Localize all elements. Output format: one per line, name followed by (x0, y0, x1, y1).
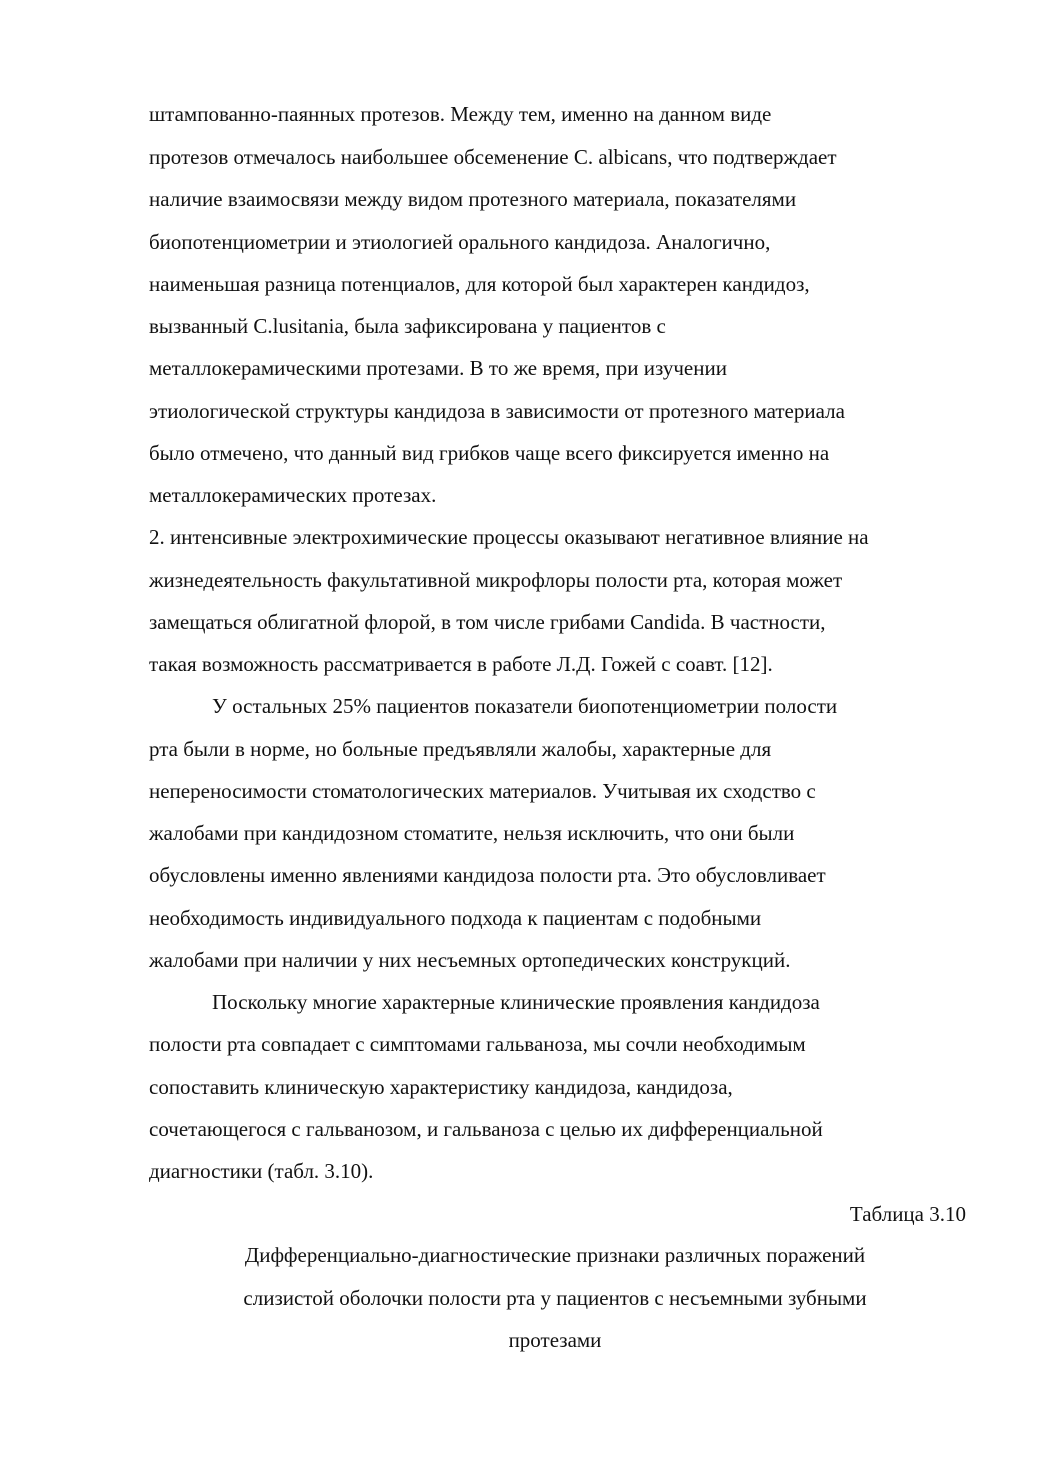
text-line: металлокерамических протезах. (149, 483, 437, 507)
table-label: Таблица 3.10 (849, 1202, 966, 1226)
text-line: рта были в норме, но больные предъявляли жалобы, характерные для (149, 737, 772, 761)
text-line: металлокерамическими протезами. В то же время, при изучении (149, 356, 727, 380)
text-line: жизнедеятельность факультативной микрофлоры полости рта, которая может (149, 568, 843, 592)
text-line: протезов отмечалось наибольшее обсеменение C. albicans, что подтверждает (149, 145, 837, 169)
text-line: вызванный C.lusitania, была зафиксирована у пациентов с (149, 314, 666, 338)
table-caption-line: Дифференциально-диагностические признаки различных поражений (244, 1243, 866, 1267)
text-line: штампованно-паянных протезов. Между тем, именно на данном виде (149, 102, 772, 126)
table-caption-line: протезами (508, 1328, 602, 1352)
text-line: сопоставить клиническую характеристику кандидоза, кандидоза, (149, 1075, 733, 1099)
text-line: У остальных 25% пациентов показатели биопотенциометрии полости (212, 694, 838, 718)
text-line: наименьшая разница потенциалов, для которой был характерен кандидоз, (149, 272, 810, 296)
text-line: необходимость индивидуального подхода к пациентам с подобными (149, 906, 762, 930)
text-line: обусловлены именно явлениями кандидоза полости рта. Это обусловливает (149, 863, 826, 887)
text-line: жалобами при наличии у них несъемных ортопедических конструкций. (149, 948, 791, 972)
text-line: такая возможность рассматривается в работе Л.Д. Гожей с соавт. [12]. (149, 652, 773, 676)
text-line: непереносимости стоматологических материалов. Учитывая их сходство с (149, 779, 816, 803)
text-line: жалобами при кандидозном стоматите, нельзя исключить, что они были (149, 821, 795, 845)
text-line: этиологической структуры кандидоза в зависимости от протезного материала (149, 399, 845, 423)
text-line: было отмечено, что данный вид грибков чаще всего фиксируется именно на (149, 441, 830, 465)
text-line: биопотенциометрии и этиологией орального кандидоза. Аналогично, (149, 230, 771, 254)
table-caption-line: слизистой оболочки полости рта у пациентов с несъемными зубными (243, 1286, 867, 1310)
text-line: 2. интенсивные электрохимические процессы оказывают негативное влияние на (149, 525, 869, 549)
text-line: замещаться облигатной флорой, в том числе грибами Candida. В частности, (149, 610, 826, 634)
text-line: полости рта совпадает с симптомами гальваноза, мы сочли необходимым (149, 1032, 806, 1056)
text-line: сочетающегося с гальванозом, и гальваноза с целью их дифференциальной (149, 1117, 823, 1141)
text-line: диагностики (табл. 3.10). (149, 1159, 374, 1183)
text-line: наличие взаимосвязи между видом протезного материала, показателями (149, 187, 797, 211)
text-line: Поскольку многие характерные клинические проявления кандидоза (212, 990, 820, 1014)
